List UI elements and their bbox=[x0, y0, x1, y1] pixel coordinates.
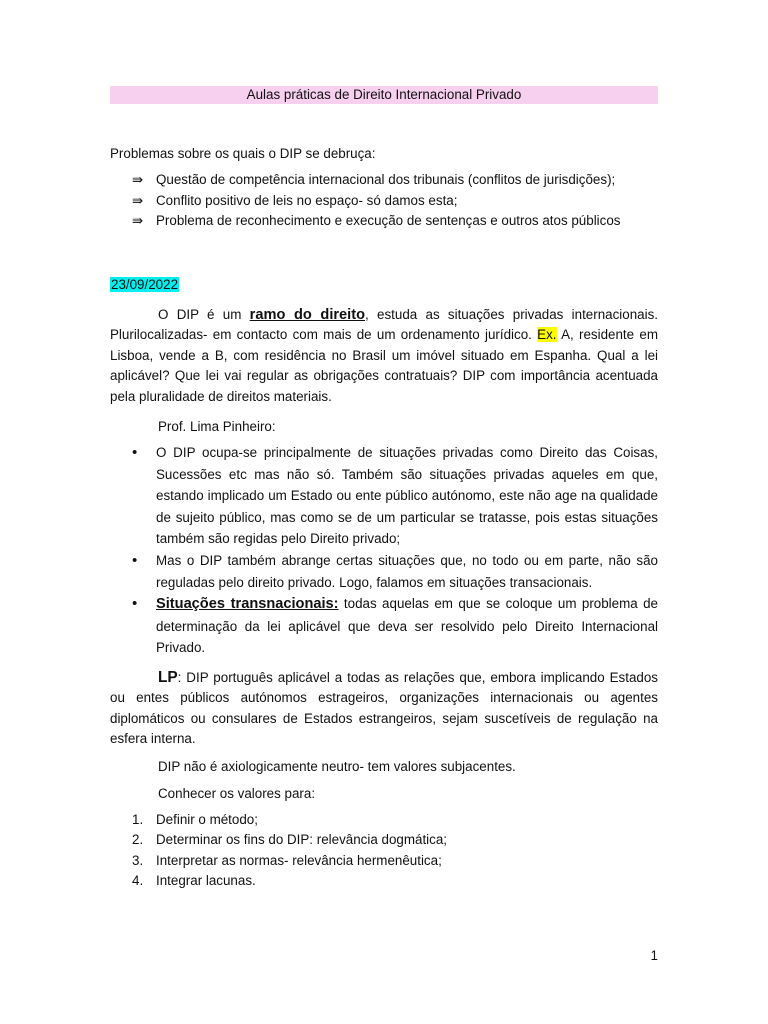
example-highlight: Ex. bbox=[537, 327, 557, 343]
document-title: Aulas práticas de Direito Internacional Privado bbox=[110, 86, 658, 104]
list-item: 2. Determinar os fins do DIP: relevância dogmática; bbox=[132, 832, 448, 848]
bullet-icon: • bbox=[132, 444, 138, 462]
bullet-icon: • bbox=[132, 552, 138, 569]
bullet-list bbox=[110, 442, 658, 659]
list-item: ⇛ Problema de reconhecimento e execução de sentenças e outros atos públicos bbox=[110, 211, 658, 232]
main-content bbox=[110, 305, 658, 892]
date-line bbox=[110, 277, 658, 292]
values-list bbox=[110, 810, 658, 892]
paragraph-dip-definition: O DIP é um ramo do direito, estuda as situações privadas internacionais. Plurilocalizadas- em contacto com mais de um ordenamento jurídico. Ex. A, residente em Lisboa, vende a B, com residência no Brasil um imóvel situado em Espanha. Qual a lei aplicável? Que lei vai regular as obrigações contratuais? DIP com importância acentuada pela pluralidade de direitos materiais. bbox=[110, 307, 659, 404]
list-item: • O DIP ocupa-se principalmente de situações privadas como Direito das Coisas, Sucessões etc mas não só. Também são situações privadas aqueles em que, estando implicado um Estado ou ente público autónomo, este não age na qualidade de sujeito público, mas como se de um particular se tratasse, pois estas situações também são regidas pelo Direito privado; bbox=[132, 444, 658, 547]
list-item: • Situações transnacionais: todas aquelas em que se coloque um problema de determinação da lei aplicável que deva ser resolvido pelo Direito Internacional Privado. bbox=[132, 595, 658, 656]
arrow-icon: ⇛ bbox=[132, 213, 144, 229]
list-item: 4. Integrar lacunas. bbox=[132, 873, 256, 889]
problems-list bbox=[110, 170, 658, 232]
term-lp: LP bbox=[158, 668, 178, 686]
date-highlight: 23/09/2022 bbox=[111, 277, 179, 292]
arrow-icon: ⇛ bbox=[132, 192, 144, 208]
intro-heading: Problemas sobre os quais o DIP se debruça: bbox=[110, 146, 376, 161]
list-item: ⇛ Questão de competência internacional dos tribunais (conflitos de jurisdições); bbox=[110, 170, 658, 191]
intro-section bbox=[110, 146, 658, 232]
list-item: 1. Definir o método; bbox=[132, 811, 258, 827]
list-item: • Mas o DIP também abrange certas situações que, no todo ou em parte, não são reguladas pelo direito privado. Logo, falamos em situações transacionais. bbox=[132, 552, 658, 590]
bullet-icon: • bbox=[132, 595, 138, 613]
list-item: 3. Interpretar as normas- relevância hermenêutica; bbox=[132, 852, 442, 868]
list-item: ⇛ Conflito positivo de leis no espaço- só damos esta; bbox=[110, 191, 658, 212]
page-number: 1 bbox=[650, 948, 658, 963]
term-ramo-do-direito: ramo do direito bbox=[249, 307, 366, 323]
prof-label: Prof. Lima Pinheiro: bbox=[158, 419, 276, 435]
arrow-icon: ⇛ bbox=[132, 172, 144, 187]
paragraph-lp: LP: DIP português aplicável a todas as relações que, embora implicando Estados ou entes públicos autónomos estrageiros, organizações internacionais ou agentes diplomáticos ou consulares de Estados estrangeiros, sejam suscetíveis de regulação na esfera interna. bbox=[110, 668, 658, 747]
term-situacoes-transnacionais: Situações transnacionais: bbox=[156, 596, 339, 613]
paragraph-neutral: DIP não é axiologicamente neutro- tem valores subjacentes. bbox=[158, 758, 516, 774]
values-intro: Conhecer os valores para: bbox=[158, 785, 316, 801]
